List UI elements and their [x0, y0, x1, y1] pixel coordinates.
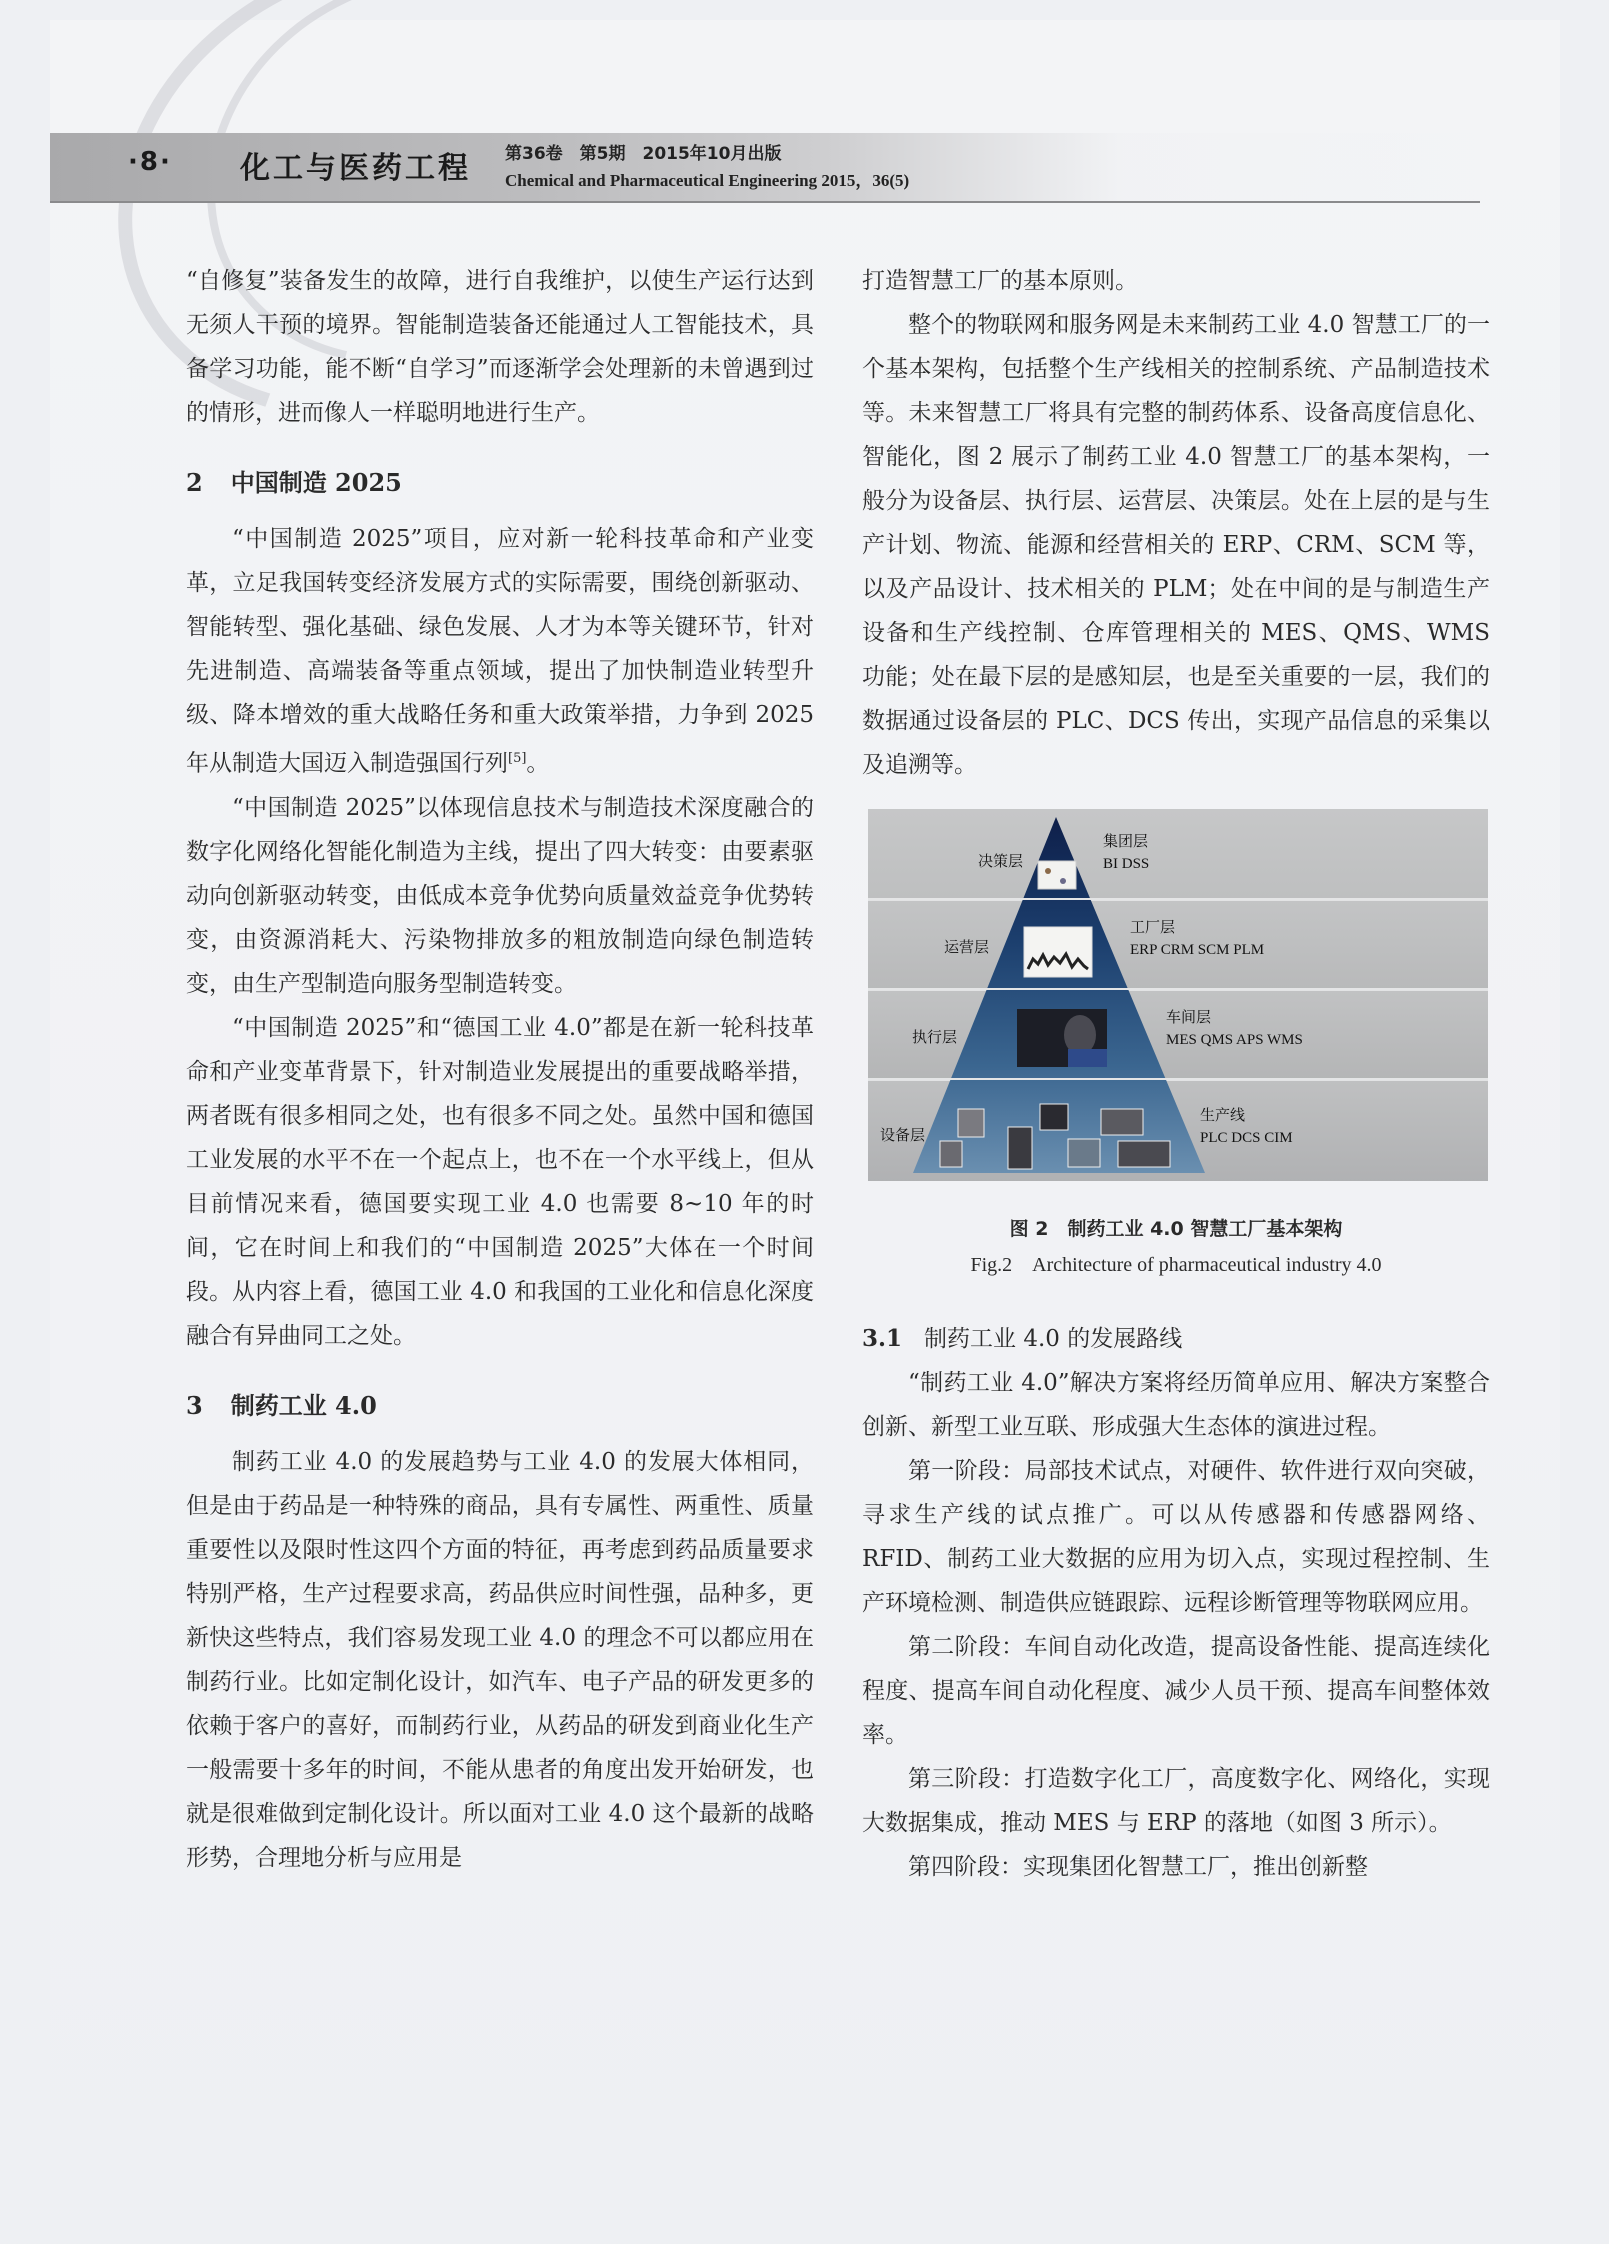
- paragraph: 打造智慧工厂的基本原则。: [862, 268, 1138, 294]
- layer-systems: BI DSS: [1103, 856, 1150, 872]
- layer-title: 生产线: [1200, 1108, 1246, 1124]
- figure-caption-en: Fig.2 Architecture of pharmaceutical industry 4.0: [970, 1254, 1382, 1276]
- journal-title: 化工与医药工程: [240, 151, 471, 186]
- subsection-heading-3-1: [862, 1317, 1490, 1361]
- paragraph: 第二阶段：车间自动化改造，提高设备性能、提高连续化程度、提高车间自动化程度、减少人员干预、提高车间整体效率。: [862, 1634, 1490, 1748]
- paragraph-text: “中国制造 2025”项目，应对新一轮科技革命和产业变革，立足我国转变经济发展方式的实际需要，围绕创新驱动、智能转型、强化基础、绿色发展、人才为本等关键环节，针对先进制造、高端装备等重点领域，提出了加快制造业转型升级、降本增效的重大战略任务和重大政策举措，力争到 2025 年从制造大国迈入制造强国行列: [186, 526, 814, 777]
- paragraph: 制药工业 4.0 的发展趋势与工业 4.0 的发展大体相同，但是由于药品是一种特殊的商品，具有专属性、两重性、质量重要性以及限时性这四个方面的特征，再考虑到药品质量要求特别严格，生产过程要求高，药品供应时间性强，品种多，更新快这些特点，我们容易发现工业 4.0 的理念不可以都应用在制药行业。比如定制化设计，如汽车、电子产品的研发更多的依赖于客户的喜好，而制药行业，从药品的研发到商业化生产一般需要十多年的时间，不能从患者的角度出发开始研发，也就是很难做到定制化设计。所以面对工业 4.0 这个最新的战略形势，合理地分析与应用是: [186, 1448, 814, 1871]
- layer-label-left: 决策层: [978, 852, 1024, 870]
- section-number: 2: [186, 468, 203, 497]
- paragraph: 第一阶段：局部技术试点，对硬件、软件进行双向突破，寻求生产线的试点推广。可以从传感器和传感器网络、RFID、制药工业大数据的应用为切入点，实现过程控制、生产环境检测、制造供应链跟踪、远程诊断管理等物联网应用。: [862, 1458, 1490, 1616]
- layer-label-left: 执行层: [912, 1028, 958, 1046]
- layer-label-left: 运营层: [944, 938, 990, 956]
- paragraph-end: 。: [526, 750, 550, 777]
- layer-label-right: [1166, 1007, 1303, 1051]
- section-heading-3: [186, 1384, 814, 1428]
- paragraph: 第四阶段：实现集团化智慧工厂，推出创新整: [908, 1854, 1368, 1880]
- section-title: 中国制造 2025: [230, 468, 402, 497]
- citation-ref: [5]: [508, 751, 527, 766]
- left-column: [186, 259, 814, 1880]
- section-title: 制药工业 4.0: [230, 1390, 377, 1420]
- paragraph: 整个的物联网和服务网是未来制药工业 4.0 智慧工厂的一个基本架构，包括整个生产线相关的控制系统、产品制造技术等。未来智慧工厂将具有完整的制药体系、设备高度信息化、智能化，图 2 展示了制药工业 4.0 智慧工厂的基本架构，一般分为设备层、执行层、运营层、决策层。处在上层的是与生产计划、物流、能源和经营相关的 ERP、CRM、SCM 等，以及产品设计、技术相关的 PLM；处在中间的是与制造生产设备和生产线控制、仓库管理相关的 MES、QMS、WMS 功能；处在最下层的是感知层，也是至关重要的一层，我们的数据通过设备层的 PLC、DCS 传出，实现产品信息的采集以及追溯等。: [862, 312, 1490, 778]
- section-number: 3: [186, 1390, 203, 1420]
- layer-systems: MES QMS APS WMS: [1166, 1032, 1303, 1048]
- paragraph: “自修复”装备发生的故障，进行自我维护，以使生产运行达到无须人干预的境界。智能制造装备还能通过人工智能技术，具备学习功能，能不断“自学习”而逐渐学会处理新的未曾遇到过的情形，进而像人一样聪明地进行生产。: [186, 268, 814, 426]
- paragraph: “中国制造 2025”以体现信息技术与制造技术深度融合的数字化网络化智能化制造为主线，提出了四大转变：由要素驱动向创新驱动转变，由低成本竞争优势向质量效益竞争优势转变，由资源消耗大、污染物排放多的粗放制造向绿色制造转变，由生产型制造向服务型制造转变。: [186, 794, 814, 997]
- layer-title: 集团层: [1103, 834, 1149, 850]
- section-title: 制药工业 4.0 的发展路线: [924, 1326, 1183, 1352]
- layer-label-right: [1130, 917, 1264, 961]
- paragraph: [186, 517, 814, 786]
- pyramid-graphic: [868, 809, 1488, 1181]
- layer-label-right: [1200, 1105, 1293, 1149]
- layer-title: 工厂层: [1130, 920, 1176, 936]
- paragraph: “中国制造 2025”和“德国工业 4.0”都是在新一轮科技革命和产业变革背景下，针对制造业发展提出的重要战略举措，两者既有很多相同之处，也有很多不同之处。虽然中国和德国工业发展的水平不在一个起点上，也不在一个水平线上，但从目前情况来看，德国要实现工业 4.0 也需要 8~10 年的时间，它在时间上和我们的“中国制造 2025”大体在一个时间段。从内容上看，德国工业 4.0 和我国的工业化和信息化深度融合有异曲同工之处。: [186, 1014, 814, 1349]
- paragraph: “制药工业 4.0”解决方案将经历简单应用、解决方案整合创新、新型工业互联、形成强大生态体的演进过程。: [862, 1370, 1490, 1440]
- page-number: ·8·: [128, 147, 172, 177]
- architecture-pyramid-figure: [868, 809, 1488, 1181]
- layer-title: 车间层: [1166, 1010, 1212, 1026]
- figure-caption-cn: 图 2 制药工业 4.0 智慧工厂基本架构: [1009, 1218, 1343, 1240]
- layer-label-right: [1103, 831, 1149, 875]
- running-header: [50, 133, 1480, 203]
- issue-info-cn: 第36卷 第5期 2015年10月出版: [505, 144, 782, 164]
- section-number: 3.1: [862, 1325, 903, 1352]
- section-heading-2: [186, 461, 814, 505]
- right-column: [862, 259, 1490, 1889]
- layer-systems: PLC DCS CIM: [1200, 1130, 1293, 1146]
- issue-info-en: Chemical and Pharmaceutical Engineering 2015，36(5): [505, 171, 910, 190]
- layer-systems: ERP CRM SCM PLM: [1130, 942, 1265, 958]
- paragraph: 第三阶段：打造数字化工厂，高度数字化、网络化，实现大数据集成，推动 MES 与 ERP 的落地（如图 3 所示）。: [862, 1766, 1490, 1836]
- layer-label-left: 设备层: [880, 1126, 926, 1144]
